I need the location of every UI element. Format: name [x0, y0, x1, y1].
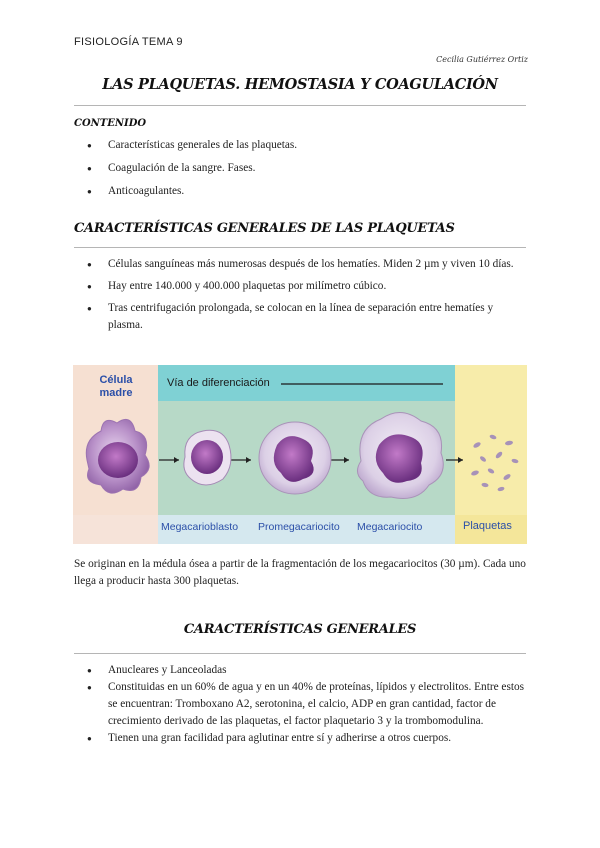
section-divider	[74, 653, 526, 654]
differentiation-diagram	[73, 365, 527, 544]
section-divider	[74, 247, 526, 248]
stem-nucleus	[98, 442, 138, 478]
section2-list	[74, 662, 526, 747]
course-header: FISIOLOGÍA TEMA 9	[74, 36, 183, 48]
document-title: LAS PLAQUETAS. HEMOSTASIA Y COAGULACIÓN	[102, 76, 498, 93]
megacarioblast-nucleus	[191, 440, 223, 474]
contenido-heading: CONTENIDO	[74, 118, 147, 129]
stage-label-megacarioblasto: Megacarioblasto	[161, 521, 239, 533]
list-item: ● Tras centrifugación prolongada, se colocan en la línea de separación entre hematíes y plasma.	[74, 300, 526, 334]
origin-paragraph: Se originan en la médula ósea a partir de la fragmentación de los megacariocitos (30 µm). Cada uno llega a producir hasta 300 plaquetas.	[74, 558, 526, 587]
list-item: ● Hay entre 140.000 y 400.000 plaquetas por milímetro cúbico.	[74, 278, 526, 295]
list-item: ● Anticoagulantes.	[74, 183, 526, 200]
section-heading-plaquetas: CARACTERÍSTICAS GENERALES DE LAS PLAQUETAS	[74, 221, 455, 236]
list-item: ● Coagulación de la sangre. Fases.	[74, 160, 526, 177]
section-heading-generales: CARACTERÍSTICAS GENERALES	[183, 622, 417, 637]
contenido-list	[74, 137, 526, 200]
section1-list	[74, 256, 526, 334]
list-item: ● Constituidas en un 60% de agua y en un 40% de proteínas, lípidos y electrolitos. Entre estos se encuentran: Tromboxano A2, serotonina, el calcio, ADP en gran cantidad, factor de crecimiento derivado de las plaquetas, el factor plaquetario 3 y la trombomodulina.	[74, 679, 526, 730]
stage-label-promegacariocito: Promegacariocito	[258, 521, 340, 533]
platelets-label: Plaquetas	[463, 520, 512, 532]
title-divider	[74, 105, 526, 106]
stage-label-megacariocito: Megacariocito	[357, 521, 423, 533]
list-item: ● Células sanguíneas más numerosas después de los hematíes. Miden 2 µm y viven 10 días.	[74, 256, 526, 273]
stem-cell-label: Célula madre	[99, 374, 133, 399]
author-name: Cecilia Gutiérrez Ortiz	[436, 55, 528, 64]
list-item: ● Características generales de las plaquetas.	[74, 137, 526, 154]
differentiation-figure	[73, 365, 527, 544]
list-item: ● Tienen una gran facilidad para aglutinar entre sí y adherirse a otros cuerpos.	[74, 730, 526, 747]
list-item: ● Anucleares y Lanceoladas	[74, 662, 526, 679]
pathway-label: Vía de diferenciación	[167, 377, 270, 389]
